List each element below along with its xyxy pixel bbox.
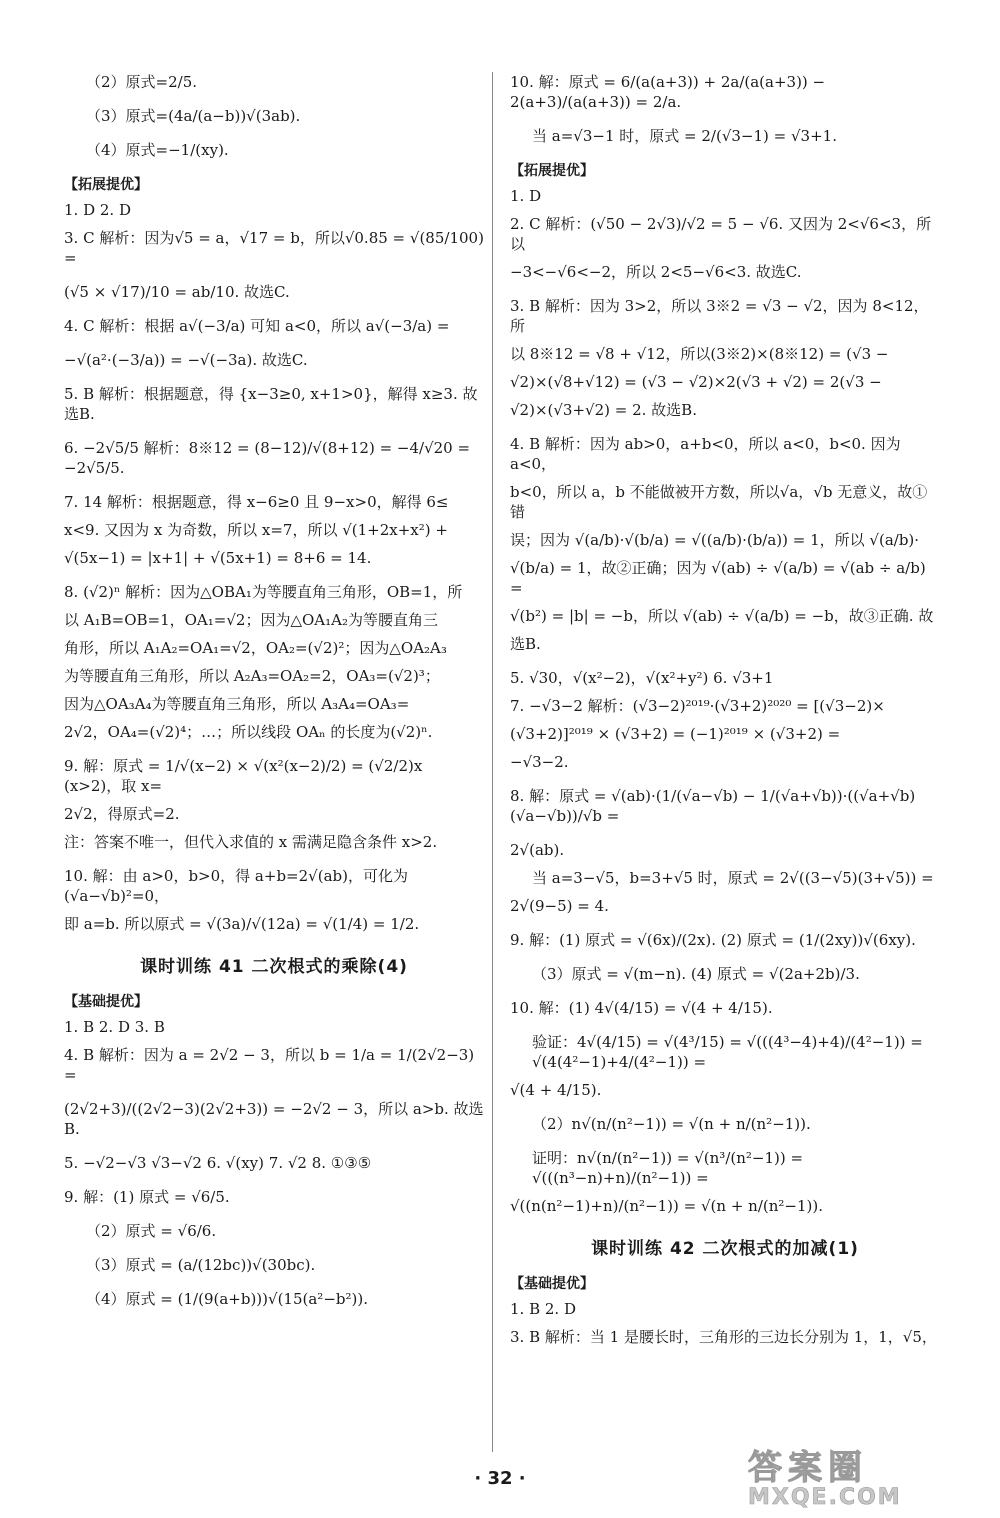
answer-line: 误；因为 √(a/b)·√(b/a) = √((a/b)·(b/a)) = 1，所以 √(a/b)· [510, 531, 920, 549]
answer-line: (2√2+3)/((2√2−3)(2√2+3)) = −2√2 − 3，所以 a>b. 故选B. [64, 1100, 484, 1138]
answer-line: −√3−2. [510, 753, 569, 771]
answer-line: 7. −√3−2 解析：(√3−2)²⁰¹⁹·(√3+2)²⁰²⁰ = [(√3−2)× [510, 697, 885, 715]
answer-line: 2. C 解析：(√50 − 2√3)/√2 = 5 − √6. 又因为 2<√6<3，所以 [510, 215, 932, 253]
answer-line: 选B. [510, 635, 541, 653]
answer-line: √(4 + 4/15). [510, 1081, 602, 1099]
answer-line: 5. √30，√(x²−2)，√(x²+y²) 6. √3+1 [510, 669, 774, 687]
answer-line: 2√(9−5) = 4. [510, 897, 609, 915]
answer-line: √(b/a) = 1，故②正确；因为 √(ab) ÷ √(a/b) = √(ab ÷ a/b) = [510, 559, 926, 597]
watermark-url: MXQE.COM [748, 1485, 902, 1510]
right-column [510, 72, 940, 1355]
answer-line: 1. B 2. D 3. B [64, 1018, 165, 1036]
answer-line: （2）原式 = √6/6. [86, 1222, 217, 1240]
answer-line: 当 a=3−√5，b=3+√5 时，原式 = 2√((3−√5)(3+√5)) = [532, 869, 934, 887]
answer-line: b<0，所以 a，b 不能做被开方数，所以√a，√b 无意义，故①错 [510, 483, 928, 521]
answer-line: 8. 解：原式 = √(ab)·(1/(√a−√b) − 1/(√a+√b))·((√a+√b)(√a−√b))/√b = [510, 787, 916, 825]
answer-line: √2)×(√8+√12) = (√3 − √2)×2(√3 + √2) = 2(√3 − [510, 373, 882, 391]
answer-line: 为等腰直角三角形，所以 A₂A₃=OA₂=2，OA₃=(√2)³； [64, 667, 440, 685]
answer-line: √(b²) = |b| = −b，所以 √(ab) ÷ √(a/b) = −b，故③正确. 故 [510, 607, 934, 625]
answer-line: 验证：4√(4/15) = √(4³/15) = √(((4³−4)+4)/(4²−1)) = √(4(4²−1)+4/(4²−1)) = [532, 1033, 923, 1071]
answer-line: 9. 解：(1) 原式 = √6/5. [64, 1188, 230, 1206]
answer-line: （3）原式 = √(m−n). (4) 原式 = √(2a+2b)/3. [532, 965, 860, 983]
left-column [64, 72, 484, 1317]
answer-line: 3. C 解析：因为√5 = a，√17 = b，所以√0.85 = √(85/100) = [64, 229, 484, 267]
answer-line: 6. −2√5/5 解析：8※12 = (8−12)/√(8+12) = −4/√20 = −2√5/5. [64, 439, 471, 477]
page-number: · 32 · [474, 1468, 526, 1489]
answer-line: 1. D [510, 187, 542, 205]
section-heading-basic: 【基础提优】 [64, 994, 148, 1010]
answer-line: √(5x−1) = |x+1| + √(5x+1) = 8+6 = 14. [64, 549, 372, 567]
answer-line: 因为△OA₃A₄为等腰直角三角形，所以 A₃A₄=OA₃= [64, 695, 410, 713]
answer-line: （3）原式 = (a/(12bc))√(30bc). [86, 1256, 316, 1274]
answer-line: 2√(ab). [510, 841, 565, 859]
watermark-text: 答案圈 [748, 1448, 868, 1488]
answer-line: 角形，所以 A₁A₂=OA₁=√2，OA₂=(√2)²；因为△OA₂A₃ [64, 639, 447, 657]
answer-line: 10. 解：(1) 4√(4/15) = √(4 + 4/15). [510, 999, 773, 1017]
answer-line: 5. B 解析：根据题意，得 {x−3≥0, x+1>0}，解得 x≥3. 故选B. [64, 385, 478, 423]
answer-line: 1. D 2. D [64, 201, 131, 219]
section-heading-basic: 【基础提优】 [510, 1276, 594, 1292]
answer-line: 3. B 解析：当 1 是腰长时，三角形的三边长分别为 1，1，√5， [510, 1328, 937, 1346]
answer-line: 9. 解：(1) 原式 = √(6x)/(2x). (2) 原式 = (1/(2xy))√(6xy). [510, 931, 916, 949]
answer-line: （2）n√(n/(n²−1)) = √(n + n/(n²−1)). [532, 1115, 811, 1133]
answer-line: （3）原式=(4a/(a−b))√(3ab). [86, 107, 301, 125]
answer-line: 9. 解：原式 = 1/√(x−2) × √(x²(x−2)/2) = (√2/2)x (x>2)，取 x= [64, 757, 423, 795]
lesson-title-41: 课时训练 41 二次根式的乘除(4) [140, 957, 408, 977]
column-divider [492, 72, 493, 1452]
answer-line: 10. 解：原式 = 6/(a(a+3)) + 2a/(a(a+3)) − 2(a+3)/(a(a+3)) = 2/a. [510, 73, 826, 111]
answer-line: （4）原式 = (1/(9(a+b)))√(15(a²−b²)). [86, 1290, 368, 1308]
answer-line: −3<−√6<−2，所以 2<5−√6<3. 故选C. [510, 263, 802, 281]
lesson-title-42: 课时训练 42 二次根式的加减(1) [591, 1239, 859, 1259]
answer-line: 5. −√2−√3 √3−√2 6. √(xy) 7. √2 8. ①③⑤ [64, 1154, 372, 1172]
answer-line: 注：答案不唯一，但代入求值的 x 需满足隐含条件 x>2. [64, 833, 438, 851]
answer-line: x<9. 又因为 x 为奇数，所以 x=7，所以 √(1+2x+x²) + [64, 521, 448, 539]
answer-line: 4. B 解析：因为 ab>0，a+b<0，所以 a<0，b<0. 因为 a<0， [510, 435, 901, 473]
answer-line: 1. B 2. D [510, 1300, 576, 1318]
answer-line: 7. 14 解析：根据题意，得 x−6≥0 且 9−x>0，解得 6≤ [64, 493, 449, 511]
answer-line: 2√2，OA₄=(√2)⁴；…；所以线段 OAₙ 的长度为(√2)ⁿ. [64, 723, 433, 741]
answer-line: 3. B 解析：因为 3>2，所以 3※2 = √3 − √2，因为 8<12，所 [510, 297, 929, 335]
answer-line: 10. 解：由 a>0，b>0，得 a+b=2√(ab)，可化为(√a−√b)²=0， [64, 867, 408, 905]
answer-line: 2√2，得原式=2. [64, 805, 180, 823]
watermark-logo [748, 1440, 978, 1510]
answer-line: 即 a=b. 所以原式 = √(3a)/√(12a) = √(1/4) = 1/2. [64, 915, 420, 933]
answer-line: 以 8※12 = √8 + √12，所以(3※2)×(8※12) = (√3 − [510, 345, 889, 363]
answer-line: (√3+2)]²⁰¹⁹ × (√3+2) = (−1)²⁰¹⁹ × (√3+2) = [510, 725, 841, 743]
answer-line: (√5 × √17)/10 = ab/10. 故选C. [64, 283, 290, 301]
answer-line: −√(a²·(−3/a)) = −√(−3a). 故选C. [64, 351, 308, 369]
answer-line: 当 a=√3−1 时，原式 = 2/(√3−1) = √3+1. [532, 127, 837, 145]
section-heading-extension: 【拓展提优】 [510, 163, 594, 179]
section-heading-extension: 【拓展提优】 [64, 177, 148, 193]
answer-line: （4）原式=−1/(xy). [86, 141, 229, 159]
answer-line: 8. (√2)ⁿ 解析：因为△OBA₁为等腰直角三角形，OB=1，所 [64, 583, 463, 601]
answer-line: （2）原式=2/5. [86, 73, 198, 91]
answer-line: 证明：n√(n/(n²−1)) = √(n³/(n²−1)) = √(((n³−n)+n)/(n²−1)) = [532, 1149, 804, 1187]
answer-line: 4. C 解析：根据 a√(−3/a) 可知 a<0，所以 a√(−3/a) = [64, 317, 450, 335]
answer-line: 以 A₁B=OB=1，OA₁=√2；因为△OA₁A₂为等腰直角三 [64, 611, 438, 629]
answer-line: √((n(n²−1)+n)/(n²−1)) = √(n + n/(n²−1)). [510, 1197, 823, 1215]
answer-line: √2)×(√3+√2) = 2. 故选B. [510, 401, 697, 419]
answer-line: 4. B 解析：因为 a = 2√2 − 3，所以 b = 1/a = 1/(2√2−3) = [64, 1046, 475, 1084]
